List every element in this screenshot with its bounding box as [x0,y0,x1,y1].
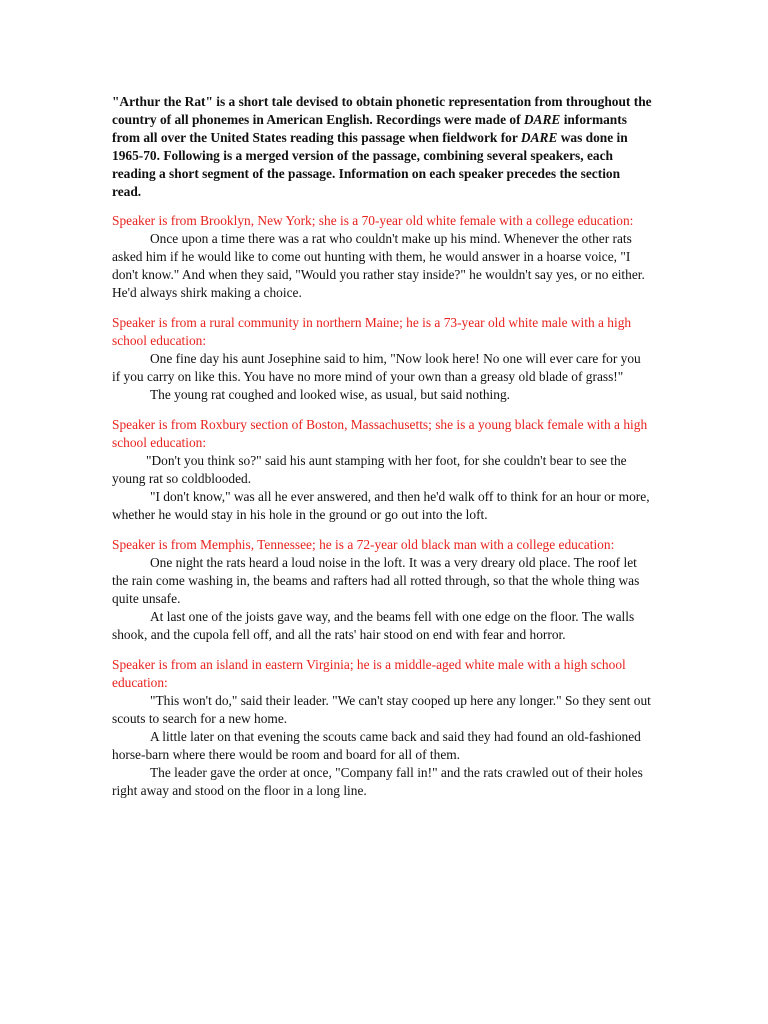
passage-paragraph: One fine day his aunt Josephine said to him, "Now look here! No one will ever care for you if you carry on like this. You have no more mind of your own than a greasy old blade of grass!" [112,351,641,384]
passage-paragraph: "This won't do," said their leader. "We can't stay cooped up here any longer." So they sent out scouts to search for a new home. [112,693,651,726]
section-memphis [112,536,652,644]
intro-text-3: was done in 1965-70. Following is a merged version of the passage, combining several speakers, each reading a short segment of the passage. Information on each speaker precedes the section read. [112,130,628,199]
passage-paragraph: The young rat coughed and looked wise, as usual, but said nothing. [150,387,510,402]
dare-title-1: DARE [523,112,561,127]
passage-paragraph: "Don't you think so?" said his aunt stamping with her foot, for she couldn't bear to see the young rat so coldblooded. [112,453,627,486]
speaker-info: Speaker is from Brooklyn, New York; she is a 70-year old white female with a college education: [112,213,634,228]
passage-paragraph: A little later on that evening the scouts came back and said they had found an old-fashioned horse-barn where there would be room and board for all of them. [112,729,641,762]
intro-paragraph [112,93,652,201]
section-maine [112,314,652,404]
speaker-info: Speaker is from Memphis, Tennessee; he is a 72-year old black man with a college education: [112,537,615,552]
speaker-info: Speaker is from Roxbury section of Boston, Massachusetts; she is a young black female with a high school education: [112,417,648,450]
passage-paragraph: One night the rats heard a loud noise in the loft. It was a very dreary old place. The roof let the rain come washing in, the beams and rafters had all rotted through, so that the whole thing was quite unsafe. [112,555,640,606]
section-boston [112,416,652,524]
passage-paragraph: Once upon a time there was a rat who couldn't make up his mind. Whenever the other rats asked him if he would like to come out hunting with them, he would answer in a hoarse voice, "I don't know." And when they said, "Would you rather stay inside?" he wouldn't say yes, or no either. He'd always shirk making a choice. [112,231,645,300]
passage-paragraph: The leader gave the order at once, "Company fall in!" and the rats crawled out of their holes right away and stood on the floor in a long line. [112,765,643,798]
speaker-info: Speaker is from a rural community in northern Maine; he is a 73-year old white male with a high school education: [112,315,632,348]
section-brooklyn [112,212,652,302]
section-virginia [112,656,652,800]
dare-title-2: DARE [520,130,558,145]
document-page [112,93,652,812]
passage-paragraph: At last one of the joists gave way, and the beams fell with one edge on the floor. The walls shook, and the cupola fell off, and all the rats' hair stood on end with fear and horror. [112,609,635,642]
passage-paragraph: "I don't know," was all he ever answered, and then he'd walk off to think for an hour or more, whether he would stay in his hole in the ground or go out into the loft. [112,489,650,522]
intro-text-1: "Arthur the Rat" is a short tale devised to obtain phonetic representation from throughout the country of all phonemes in American English. Recordings were made of [112,94,652,127]
speaker-info: Speaker is from an island in eastern Virginia; he is a middle-aged white male with a high school education: [112,657,626,690]
intro-text-2: informants from all over the United States reading this passage when fieldwork for [112,112,627,145]
